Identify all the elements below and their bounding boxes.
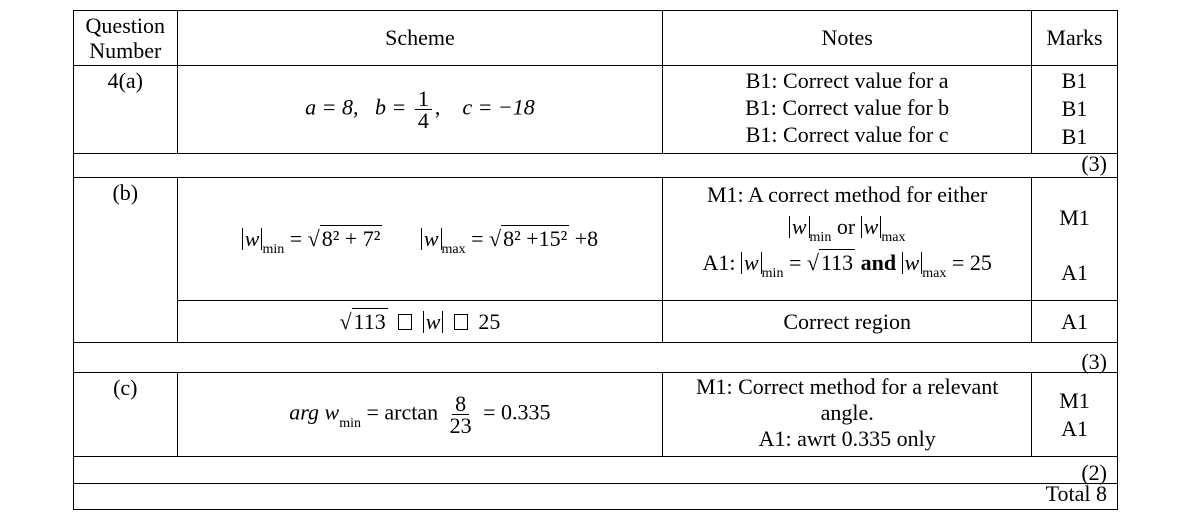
part-c-scheme: arg $w_{min} = \arctan$ $\frac{8}{23}$ = 0.335 bbox=[177, 373, 663, 457]
part-a-notes bbox=[663, 66, 1032, 154]
c-value: c = −18 bbox=[462, 94, 535, 120]
part-a-label: 4(a) bbox=[74, 66, 178, 154]
part-a-subtotal: (3) bbox=[74, 154, 1118, 178]
min-subscript: min bbox=[262, 242, 285, 257]
note-a2: B1: Correct value for b bbox=[745, 95, 950, 120]
part-c-marks bbox=[1032, 373, 1118, 457]
mark-c2: A1 bbox=[1061, 415, 1088, 441]
part-b-row-1 bbox=[74, 178, 1118, 301]
arctan-fraction: $\frac{8}{23}$ bbox=[449, 391, 472, 438]
sqrt-sign-2: = √ bbox=[471, 226, 502, 251]
mark-a2: B1 bbox=[1061, 96, 1088, 121]
b-comma: , bbox=[434, 94, 441, 120]
part-c-row bbox=[74, 373, 1118, 457]
part-a-subtotal-row bbox=[74, 154, 1118, 178]
part-b-scheme-1 bbox=[177, 178, 663, 301]
part-c-subtotal: (2) bbox=[74, 457, 1118, 484]
mark-b1: M1 bbox=[1059, 205, 1090, 230]
part-c-notes bbox=[663, 373, 1032, 457]
part-b-subtotal-row bbox=[74, 343, 1118, 373]
header-question-number: Question Number bbox=[74, 11, 178, 66]
note-b1-terms: w $_{min}$ or w $_{max}$ bbox=[669, 211, 1025, 247]
part-a-marks bbox=[1032, 66, 1118, 154]
mark-c1: M1 bbox=[1059, 387, 1090, 413]
note-a1: B1: Correct value for a bbox=[745, 68, 949, 93]
part-b-notes-1 bbox=[663, 178, 1032, 301]
part-a-row bbox=[74, 66, 1118, 154]
part-b-label: (b) bbox=[74, 178, 178, 343]
part-b-marks-1 bbox=[1032, 178, 1118, 301]
mark-b2: A1 bbox=[1061, 260, 1088, 285]
part-b-marks-2: A1 bbox=[1032, 301, 1118, 343]
sqrt-sign: = √ bbox=[289, 226, 320, 251]
b-numerator: 1 bbox=[415, 88, 432, 110]
note-b2: A1: w $_{min}$ = √113 and w $_{max}$ = 25 bbox=[702, 250, 992, 281]
inequality-symbol-box bbox=[398, 314, 412, 330]
note-a3: B1: Correct value for c bbox=[745, 122, 949, 147]
header-notes: Notes bbox=[663, 11, 1032, 66]
note-c1: M1: Correct method for a relevant bbox=[695, 374, 999, 399]
part-c-label: (c) bbox=[74, 373, 178, 457]
radicand-max: 8² +15² bbox=[503, 226, 568, 251]
part-b-notes-2: Correct region bbox=[663, 301, 1032, 343]
part-b-subtotal: (3) bbox=[74, 343, 1118, 373]
mark-scheme-table bbox=[73, 10, 1118, 510]
plus-eight: +8 bbox=[569, 226, 599, 251]
inequality-symbol-box-2 bbox=[454, 314, 468, 330]
abs-w-min: w bbox=[242, 228, 263, 250]
part-a-scheme bbox=[177, 66, 663, 154]
abs-w-max: w bbox=[421, 228, 442, 250]
header-marks: Marks bbox=[1032, 11, 1118, 66]
part-b-row-2 bbox=[74, 301, 1118, 343]
part-b-scheme-2: √113 w 25 bbox=[177, 301, 663, 343]
header-scheme: Scheme bbox=[177, 11, 663, 66]
header-row bbox=[74, 11, 1118, 66]
note-b1: M1: A correct method for either bbox=[706, 182, 988, 207]
mark-a3: B1 bbox=[1061, 124, 1088, 149]
b-lhs: b = bbox=[374, 94, 407, 120]
b-denominator: 4 bbox=[417, 108, 429, 133]
note-c2: A1: awrt 0.335 only bbox=[758, 426, 936, 451]
a-value: a = 8, bbox=[305, 94, 359, 120]
max-subscript: max bbox=[441, 242, 466, 257]
part-c-subtotal-row bbox=[74, 457, 1118, 484]
note-c1-cont: angle. bbox=[820, 400, 874, 425]
radicand-min: 8² + 7² bbox=[321, 226, 381, 251]
b-fraction bbox=[415, 88, 432, 131]
total-marks: Total 8 bbox=[74, 484, 1118, 510]
mark-a1: B1 bbox=[1061, 68, 1088, 93]
total-row bbox=[74, 484, 1118, 510]
